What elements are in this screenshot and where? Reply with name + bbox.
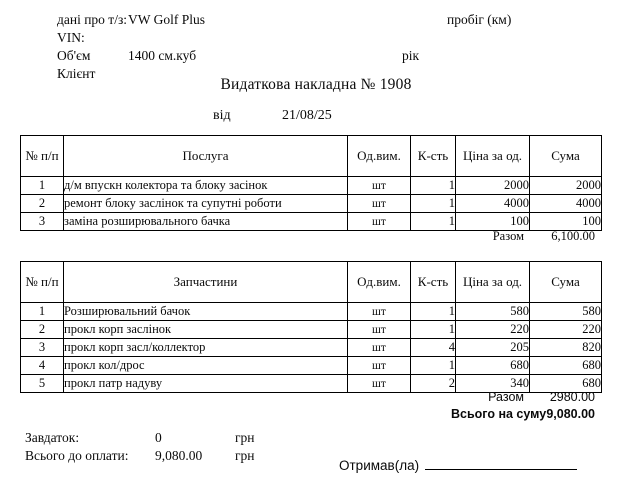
cell-unit: шт	[348, 321, 411, 339]
amount-due-label: Всього до оплати:	[25, 448, 129, 463]
received-by-label: Отримав(ла)	[339, 458, 420, 473]
cell-sum: 820	[530, 339, 602, 357]
cell-no: 1	[21, 303, 64, 321]
document-header	[0, 0, 632, 83]
date-label: від	[213, 108, 231, 123]
grand-total-row	[20, 405, 595, 422]
parts-total-value: 2980.00	[549, 389, 595, 404]
cell-unit: шт	[348, 357, 411, 375]
cell-sum: 680	[530, 375, 602, 393]
services-total-label: Разом	[492, 229, 524, 243]
cell-no: 2	[21, 195, 64, 213]
col-header-qty: К-сть	[411, 262, 456, 303]
cell-sum: 580	[530, 303, 602, 321]
volume-label: Об'єм	[57, 48, 91, 63]
spacer	[20, 388, 451, 405]
grand-total-value: 9,080.00	[546, 406, 595, 421]
services-total-value: 6,100.00	[551, 229, 595, 243]
cell-price: 220	[456, 321, 530, 339]
cell-price: 340	[456, 375, 530, 393]
table-row	[21, 339, 602, 357]
cell-unit: шт	[348, 375, 411, 393]
signature-line	[425, 458, 577, 470]
cell-unit: шт	[348, 195, 411, 213]
parts-table-body	[21, 303, 602, 393]
cell-desc: заміна розширювального бачка	[64, 213, 348, 231]
col-header-unit: Од.вим.	[348, 136, 411, 177]
cell-desc: д/м впускн колектора та блоку засінок	[64, 177, 348, 195]
vin-label: VIN:	[57, 30, 85, 45]
table-row	[21, 357, 602, 375]
vehicle-row	[0, 11, 632, 29]
amount-due-value: 9,080.00	[155, 448, 203, 463]
table-header-row	[21, 262, 602, 303]
parts-table-header	[21, 262, 602, 303]
table-row	[21, 303, 602, 321]
col-header-desc: Послуга	[64, 136, 348, 177]
year-label: рік	[402, 48, 420, 63]
deposit-label: Завдаток:	[25, 430, 80, 445]
total-row	[20, 228, 595, 245]
deposit-value: 0	[155, 430, 162, 445]
table-row	[21, 195, 602, 213]
col-header-desc: Запчастини	[64, 262, 348, 303]
col-header-price: Ціна за од.	[456, 136, 530, 177]
col-header-qty: К-сть	[411, 136, 456, 177]
table-row	[21, 177, 602, 195]
page-title: Видаткова накладна № 1908	[220, 76, 412, 93]
services-totals	[20, 228, 595, 245]
cell-price: 2000	[456, 177, 530, 195]
signature-area	[339, 458, 577, 473]
parts-total-label: Разом	[488, 389, 524, 404]
cell-qty: 1	[411, 195, 456, 213]
cell-price: 205	[456, 339, 530, 357]
cell-qty: 1	[411, 303, 456, 321]
cell-unit: шт	[348, 303, 411, 321]
table-header-row	[21, 136, 602, 177]
cell-qty: 1	[411, 213, 456, 231]
parts-table	[20, 261, 602, 393]
cell-no: 3	[21, 339, 64, 357]
mileage-label: пробіг (км)	[447, 12, 512, 27]
cell-qty: 2	[411, 375, 456, 393]
cell-desc: прокл корп заслінок	[64, 321, 348, 339]
cell-qty: 4	[411, 339, 456, 357]
cell-price: 680	[456, 357, 530, 375]
cell-desc: прокл патр надуву	[64, 375, 348, 393]
cell-no: 5	[21, 375, 64, 393]
cell-unit: шт	[348, 339, 411, 357]
col-header-sum: Сума	[530, 136, 602, 177]
cell-desc: прокл кол/дрос	[64, 357, 348, 375]
col-header-price: Ціна за од.	[456, 262, 530, 303]
vehicle-label: дані про т/з:	[57, 12, 128, 27]
total-row	[20, 388, 595, 405]
cell-unit: шт	[348, 213, 411, 231]
cell-unit: шт	[348, 177, 411, 195]
cell-sum: 220	[530, 321, 602, 339]
cell-desc: ремонт блоку заслінок та супутні роботи	[64, 195, 348, 213]
col-header-sum: Сума	[530, 262, 602, 303]
cell-sum: 4000	[530, 195, 602, 213]
col-header-unit: Од.вим.	[348, 262, 411, 303]
cell-price: 4000	[456, 195, 530, 213]
table-row	[21, 321, 602, 339]
cell-no: 4	[21, 357, 64, 375]
parts-totals	[20, 388, 595, 422]
col-header-no: № п/п	[21, 136, 64, 177]
grand-total-label: Всього на суму	[451, 406, 547, 421]
cell-sum: 680	[530, 357, 602, 375]
services-table-body	[21, 177, 602, 231]
client-label: Клієнт	[57, 66, 96, 81]
services-table-header	[21, 136, 602, 177]
cell-desc: Розширювальний бачок	[64, 303, 348, 321]
vehicle-value: VW Golf Plus	[128, 12, 206, 27]
cell-desc: прокл корп засл/коллектор	[64, 339, 348, 357]
spacer	[20, 405, 451, 422]
spacer	[20, 228, 451, 245]
cell-no: 1	[21, 177, 64, 195]
services-table	[20, 135, 602, 231]
col-header-no: № п/п	[21, 262, 64, 303]
cell-sum: 100	[530, 213, 602, 231]
cell-qty: 1	[411, 177, 456, 195]
vin-row	[0, 29, 632, 47]
cell-qty: 1	[411, 321, 456, 339]
amount-due-currency: грн	[235, 448, 255, 463]
cell-sum: 2000	[530, 177, 602, 195]
volume-value: 1400 см.куб	[128, 48, 197, 63]
cell-price: 580	[456, 303, 530, 321]
deposit-currency: грн	[235, 430, 255, 445]
date-value: 21/08/25	[282, 108, 332, 123]
cell-no: 2	[21, 321, 64, 339]
volume-row	[0, 47, 632, 65]
cell-price: 100	[456, 213, 530, 231]
cell-no: 3	[21, 213, 64, 231]
cell-qty: 1	[411, 357, 456, 375]
